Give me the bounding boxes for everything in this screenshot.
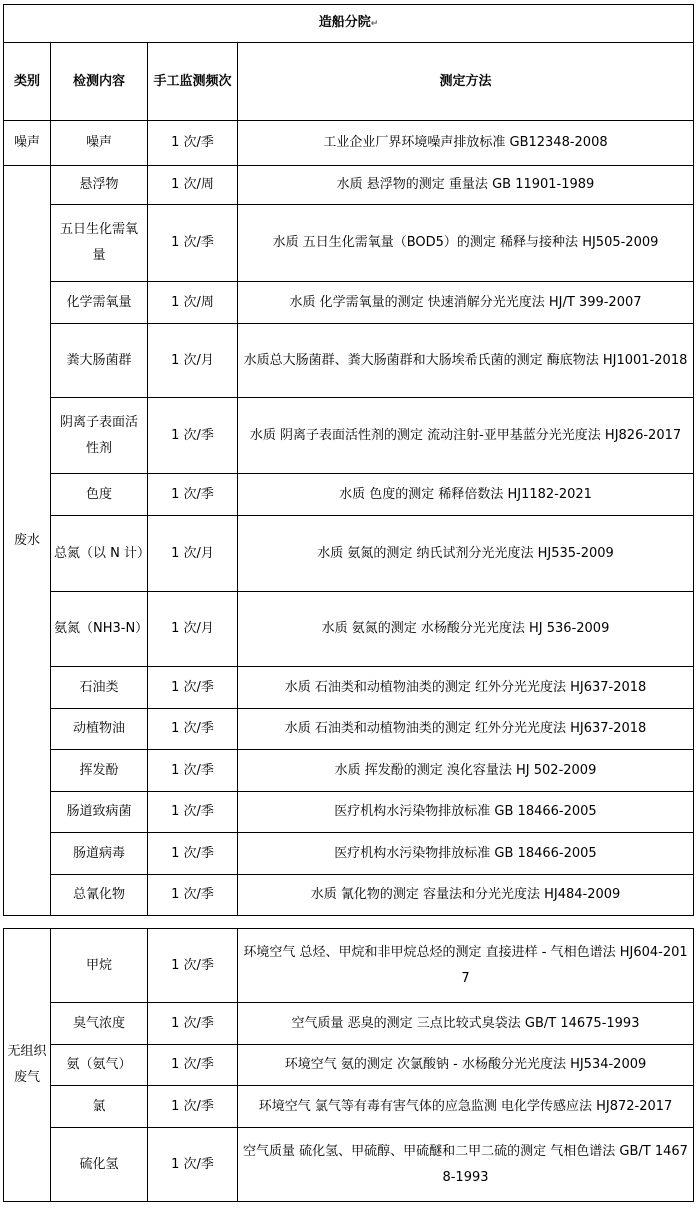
row-method: 水质 阴离子表面活性剂的测定 流动注射-亚甲基蓝分光光度法 HJ826-2017 bbox=[238, 398, 694, 474]
row-item: 硫化氢 bbox=[51, 1128, 148, 1202]
row-method: 水质 氨氮的测定 纳氏试剂分光光度法 HJ535-2009 bbox=[238, 516, 694, 592]
row-freq: 1 次/季 bbox=[148, 1086, 238, 1128]
row-freq: 1 次/季 bbox=[148, 1045, 238, 1086]
table-row bbox=[4, 833, 694, 875]
row-item: 噪声 bbox=[51, 121, 148, 166]
row-freq: 1 次/季 bbox=[148, 709, 238, 750]
row-freq: 1 次/季 bbox=[148, 667, 238, 709]
row-method: 水质 化学需氧量的测定 快速消解分光光度法 HJ/T 399-2007 bbox=[238, 282, 694, 324]
row-method: 医疗机构水污染物排放标准 GB 18466-2005 bbox=[238, 792, 694, 833]
row-freq: 1 次/季 bbox=[148, 875, 238, 916]
row-method: 水质 色度的测定 稀释倍数法 HJ1182-2021 bbox=[238, 474, 694, 516]
row-method: 环境空气 氨的测定 次氯酸钠 - 水杨酸分光光度法 HJ534-2009 bbox=[238, 1045, 694, 1086]
header-method: 测定方法 bbox=[238, 43, 694, 121]
table-row bbox=[4, 1003, 694, 1045]
row-freq: 1 次/月 bbox=[148, 592, 238, 667]
row-item: 总氮（以 N 计） bbox=[51, 516, 148, 592]
row-item: 石油类 bbox=[51, 667, 148, 709]
row-method: 水质 氰化物的测定 容量法和分光光度法 HJ484-2009 bbox=[238, 875, 694, 916]
table-row bbox=[4, 516, 694, 592]
table-row bbox=[4, 792, 694, 833]
header-row bbox=[4, 43, 694, 121]
row-item: 悬浮物 bbox=[51, 166, 148, 205]
row-freq: 1 次/月 bbox=[148, 516, 238, 592]
row-item: 肠道病毒 bbox=[51, 833, 148, 875]
table-row bbox=[4, 750, 694, 792]
row-method: 医疗机构水污染物排放标准 GB 18466-2005 bbox=[238, 833, 694, 875]
row-method: 环境空气 氯气等有毒有害气体的应急监测 电化学传感应法 HJ872-2017 bbox=[238, 1086, 694, 1128]
category-fugitive: 无组织废气 bbox=[4, 929, 51, 1202]
row-method: 水质 石油类和动植物油类的测定 红外分光光度法 HJ637-2018 bbox=[238, 709, 694, 750]
table-row bbox=[4, 929, 694, 1003]
table-row bbox=[4, 398, 694, 474]
table-row bbox=[4, 1045, 694, 1086]
row-item: 氨（氨气） bbox=[51, 1045, 148, 1086]
row-freq: 1 次/周 bbox=[148, 282, 238, 324]
table-row bbox=[4, 324, 694, 398]
row-freq: 1 次/季 bbox=[148, 792, 238, 833]
row-item: 臭气浓度 bbox=[51, 1003, 148, 1045]
header-freq: 手工监测频次 bbox=[148, 43, 238, 121]
header-category: 类别 bbox=[4, 43, 51, 121]
row-method: 水质 石油类和动植物油类的测定 红外分光光度法 HJ637-2018 bbox=[238, 667, 694, 709]
row-item: 粪大肠菌群 bbox=[51, 324, 148, 398]
row-freq: 1 次/季 bbox=[148, 121, 238, 166]
row-freq: 1 次/周 bbox=[148, 166, 238, 205]
row-item: 氨氮（NH3-N） bbox=[51, 592, 148, 667]
header-item: 检测内容 bbox=[51, 43, 148, 121]
table-title: 造船分院↵ bbox=[4, 5, 694, 43]
table-row bbox=[4, 1086, 694, 1128]
monitoring-table bbox=[3, 4, 694, 916]
row-freq: 1 次/季 bbox=[148, 1128, 238, 1202]
row-freq: 1 次/季 bbox=[148, 474, 238, 516]
row-item: 化学需氧量 bbox=[51, 282, 148, 324]
row-freq: 1 次/季 bbox=[148, 833, 238, 875]
row-item: 氯 bbox=[51, 1086, 148, 1128]
row-freq: 1 次/季 bbox=[148, 205, 238, 282]
row-freq: 1 次/季 bbox=[148, 929, 238, 1003]
table-row bbox=[4, 592, 694, 667]
row-item: 色度 bbox=[51, 474, 148, 516]
table-row bbox=[4, 709, 694, 750]
row-method: 空气质量 恶臭的测定 三点比较式臭袋法 GB/T 14675-1993 bbox=[238, 1003, 694, 1045]
row-freq: 1 次/季 bbox=[148, 750, 238, 792]
row-method: 水质 五日生化需氧量（BOD5）的测定 稀释与接种法 HJ505-2009 bbox=[238, 205, 694, 282]
table-row bbox=[4, 1128, 694, 1202]
row-item: 挥发酚 bbox=[51, 750, 148, 792]
row-method: 空气质量 硫化氢、甲硫醇、甲硫醚和二甲二硫的测定 气相色谱法 GB/T 14678-1993 bbox=[238, 1128, 694, 1202]
row-freq: 1 次/季 bbox=[148, 398, 238, 474]
category-wastewater: 废水 bbox=[4, 166, 51, 916]
row-method: 环境空气 总烃、甲烷和非甲烷总烃的测定 直接进样 - 气相色谱法 HJ604-2017 bbox=[238, 929, 694, 1003]
row-method: 水质 悬浮物的测定 重量法 GB 11901-1989 bbox=[238, 166, 694, 205]
row-method: 水质 氨氮的测定 水杨酸分光光度法 HJ 536-2009 bbox=[238, 592, 694, 667]
table-row bbox=[4, 205, 694, 282]
monitoring-table-continued bbox=[3, 928, 694, 1202]
row-item: 阴离子表面活性剂 bbox=[51, 398, 148, 474]
row-item: 动植物油 bbox=[51, 709, 148, 750]
row-item: 总氰化物 bbox=[51, 875, 148, 916]
table-row bbox=[4, 166, 694, 205]
table-row bbox=[4, 282, 694, 324]
row-method: 水质 挥发酚的测定 溴化容量法 HJ 502-2009 bbox=[238, 750, 694, 792]
row-method: 工业企业厂界环境噪声排放标准 GB12348-2008 bbox=[238, 121, 694, 166]
table-row bbox=[4, 474, 694, 516]
row-item: 甲烷 bbox=[51, 929, 148, 1003]
category-noise: 噪声 bbox=[4, 121, 51, 166]
table-title-text: 造船分院 bbox=[318, 15, 371, 30]
row-item: 五日生化需氧量 bbox=[51, 205, 148, 282]
row-item: 肠道致病菌 bbox=[51, 792, 148, 833]
table-row bbox=[4, 875, 694, 916]
row-freq: 1 次/月 bbox=[148, 324, 238, 398]
table-row bbox=[4, 121, 694, 166]
row-freq: 1 次/季 bbox=[148, 1003, 238, 1045]
row-method: 水质总大肠菌群、粪大肠菌群和大肠埃希氏菌的测定 酶底物法 HJ1001-2018 bbox=[238, 324, 694, 398]
table-row bbox=[4, 667, 694, 709]
